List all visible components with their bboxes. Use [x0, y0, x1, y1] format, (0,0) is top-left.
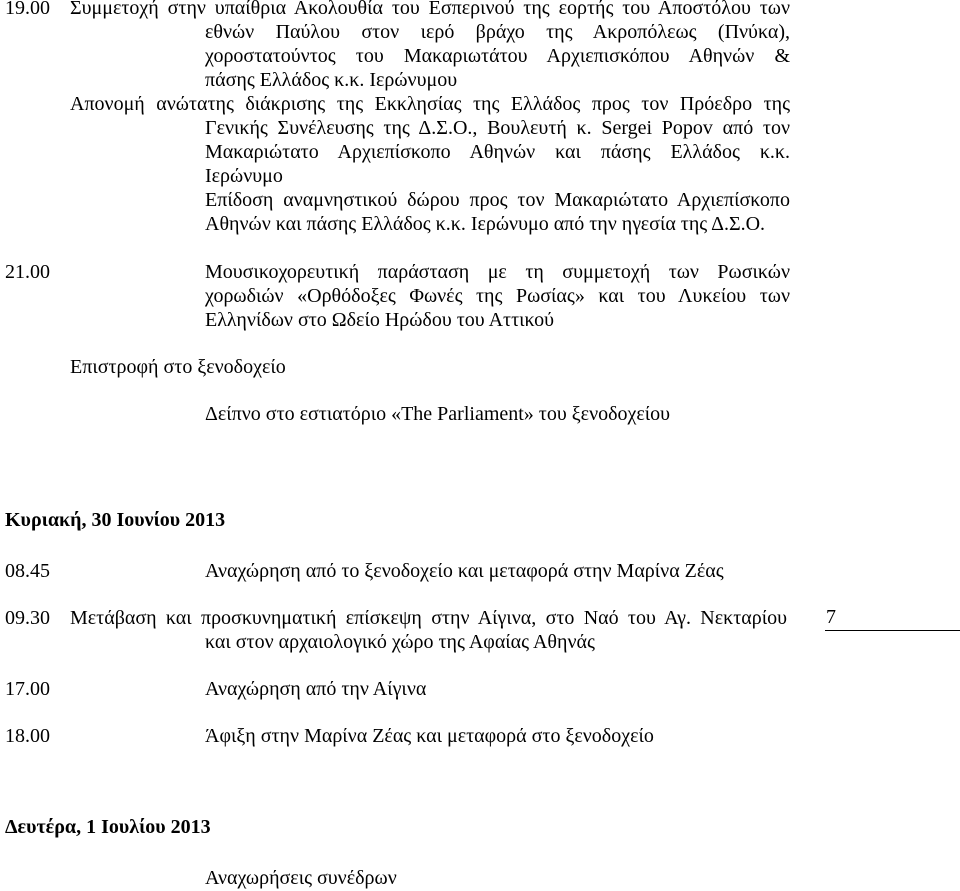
- event-line: Γενικής Συνέλευσης της Δ.Σ.Ο., Βουλευτή κ. Sergei Popov από τον: [205, 117, 790, 139]
- event-line: Απονομή ανώτατης διάκρισης της Εκκλησίας της Ελλάδος προς τον Πρόεδρο της: [70, 93, 790, 115]
- event-line: πάσης Ελλάδος κ.κ. Ιερώνυμου: [205, 69, 458, 91]
- event-time: 21.00: [5, 261, 50, 283]
- page-number: 7: [826, 606, 836, 628]
- event-line: Αναχώρηση από την Αίγινα: [205, 678, 427, 700]
- event-time: 17.00: [5, 678, 50, 700]
- event-time: 08.45: [5, 560, 50, 582]
- event-line: Αθηνών και πάσης Ελλάδος κ.κ. Ιερώνυμο από την ηγεσία της Δ.Σ.Ο.: [205, 213, 766, 235]
- event-time: 19.00: [5, 0, 50, 19]
- event-time: 18.00: [5, 725, 50, 747]
- event-line: χοροστατούντος του Μακαριωτάτου Αρχιεπισκόπου Αθηνών &: [205, 45, 790, 67]
- page-number-rule: [825, 630, 960, 631]
- event-line: και στον αρχαιολογικό χώρο της Αφαίας Αθηνάς: [205, 631, 595, 653]
- event-line: Μετάβαση και προσκυνηματική επίσκεψη στην Αίγινα, στο Ναό του Αγ. Νεκταρίου: [70, 607, 787, 629]
- event-line: Δείπνο στο εστιατόριο «The Parliament» του ξενοδοχείου: [205, 403, 671, 425]
- event-line: Ελληνίδων στο Ωδείο Ηρώδου του Αττικού: [205, 309, 555, 331]
- event-line: Επιστροφή στο ξενοδοχείο: [70, 356, 286, 378]
- day-heading: Κυριακή, 30 Ιουνίου 2013: [5, 509, 226, 531]
- event-line: Ιερώνυμο: [205, 165, 283, 187]
- event-line: Μουσικοχορευτική παράσταση με τη συμμετοχή των Ρωσικών: [205, 261, 790, 283]
- event-line: εθνών Παύλου στον ιερό βράχο της Ακροπόλεως (Πνύκα),: [205, 21, 790, 43]
- event-line: Αναχώρηση από το ξενοδοχείο και μεταφορά στην Μαρίνα Ζέας: [205, 560, 724, 582]
- event-line: Μακαριώτατο Αρχιεπίσκοπο Αθηνών και πάσης Ελλάδος κ.κ.: [205, 141, 790, 163]
- event-line: Επίδοση αναμνηστικού δώρου προς τον Μακαριώτατο Αρχιεπίσκοπο: [205, 189, 790, 211]
- event-line: Αναχωρήσεις συνέδρων: [205, 867, 397, 889]
- day-heading: Δευτέρα, 1 Ιουλίου 2013: [5, 816, 211, 838]
- event-time: 09.30: [5, 607, 50, 629]
- event-line: Άφιξη στην Μαρίνα Ζέας και μεταφορά στο ξενοδοχείο: [205, 725, 654, 747]
- event-line: χορωδιών «Ορθόδοξες Φωνές της Ρωσίας» και του Λυκείου των: [205, 285, 790, 307]
- event-line: Συμμετοχή στην υπαίθρια Ακολουθία του Εσπερινού της εορτής του Αποστόλου των: [70, 0, 790, 19]
